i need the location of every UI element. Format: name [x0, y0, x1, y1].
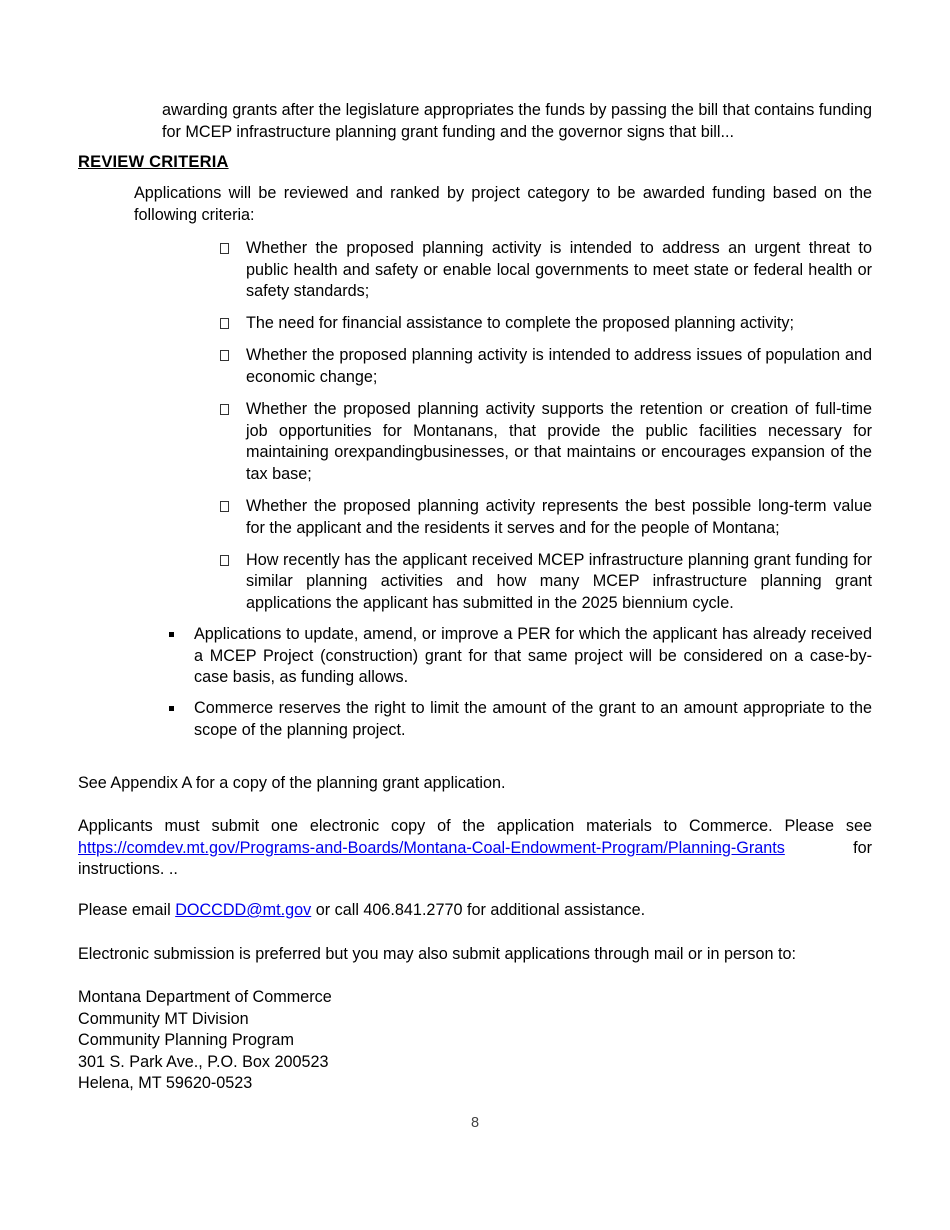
- criteria-item: [218, 313, 872, 335]
- criteria-item: [218, 399, 872, 485]
- submit-paragraph: [78, 816, 872, 881]
- intro-paragraph: awarding grants after the legislature appropriates the funds by passing the bill that contains funding for MCEP infrastructure planning grant funding and the governor signs that bill...: [162, 101, 872, 141]
- contact-text-after: or call 406.841.2770 for additional assistance.: [311, 901, 646, 919]
- criteria-text: Whether the proposed planning activity represents the best possible long-term value for the applicant and the residents it serves and for the people of Montana;: [246, 496, 872, 537]
- criteria-list: [218, 238, 872, 625]
- square-bullet-icon: [169, 632, 174, 637]
- criteria-text: Whether the proposed planning activity is intended to address issues of population and economic change;: [246, 346, 872, 386]
- criteria-item: [218, 550, 872, 615]
- contact-paragraph: [78, 900, 872, 922]
- square-bullet-icon: [169, 706, 174, 711]
- address-line: 301 S. Park Ave., P.O. Box 200523: [78, 1052, 329, 1071]
- page-number: 8: [470, 1115, 480, 1131]
- address-line: Montana Department of Commerce: [78, 988, 332, 1006]
- submit-text-before: Applicants must submit one electronic copy of the application materials to Commerce. Please see: [78, 817, 872, 835]
- bullet-text: Applications to update, amend, or improve a PER for which the applicant has already received a MCEP Project (construction) grant for that same project will be considered on a case-by-case basis, as funding allows.: [194, 625, 872, 687]
- criteria-text: How recently has the applicant received MCEP infrastructure planning grant funding for similar planning activities and how many MCEP infrastructure planning grant applications the applicant has submitted in the 2025 biennium cycle.: [246, 550, 872, 612]
- checkbox-bullet-icon: [220, 318, 229, 329]
- email-link[interactable]: DOCCDD@mt.gov: [175, 901, 312, 919]
- appendix-note: See Appendix A for a copy of the planning grant application.: [78, 774, 506, 792]
- submit-text-after: for instructions. ..: [78, 838, 872, 879]
- contact-text-before: Please email: [78, 901, 176, 919]
- bullet-item: [166, 698, 872, 741]
- criteria-item: [218, 496, 872, 539]
- address-line: Helena, MT 59620-0523: [78, 1074, 253, 1092]
- checkbox-bullet-icon: [220, 555, 229, 566]
- bullet-text: Commerce reserves the right to limit the amount of the grant to an amount appropriate to the scope of the planning project.: [194, 699, 872, 739]
- address-line: Community MT Division: [78, 1009, 249, 1028]
- electronic-note: Electronic submission is preferred but you may also submit applications through mail or in person to:: [78, 945, 796, 963]
- checkbox-bullet-icon: [220, 501, 229, 512]
- checkbox-bullet-icon: [220, 404, 229, 415]
- mailing-address: [78, 987, 332, 1095]
- criteria-text: The need for financial assistance to complete the proposed planning activity;: [246, 314, 795, 333]
- address-line: Community Planning Program: [78, 1031, 294, 1049]
- criteria-item: [218, 238, 872, 303]
- criteria-text: Whether the proposed planning activity supports the retention or creation of full-time job opportunities for Montanans, that provide the public facilities necessary for maintaining orexpandingbusinesses, or that maintains or encourages expansion of the tax base;: [246, 400, 872, 483]
- planning-grants-link[interactable]: https://comdev.mt.gov/Programs-and-Boards/Montana-Coal-Endowment-Program/Planning-Grants: [78, 838, 785, 857]
- bullet-item: [166, 624, 872, 689]
- criteria-text: Whether the proposed planning activity is intended to address an urgent threat to public health and safety or enable local governments to meet state or federal health or safety standards;: [246, 239, 872, 301]
- section-heading: REVIEW CRITERIA: [78, 153, 229, 171]
- checkbox-bullet-icon: [220, 350, 229, 361]
- criteria-lead: Applications will be reviewed and ranked by project category to be awarded funding based on the following criteria:: [134, 184, 872, 224]
- bullet-list: [166, 624, 872, 751]
- criteria-item: [218, 345, 872, 388]
- checkbox-bullet-icon: [220, 243, 229, 254]
